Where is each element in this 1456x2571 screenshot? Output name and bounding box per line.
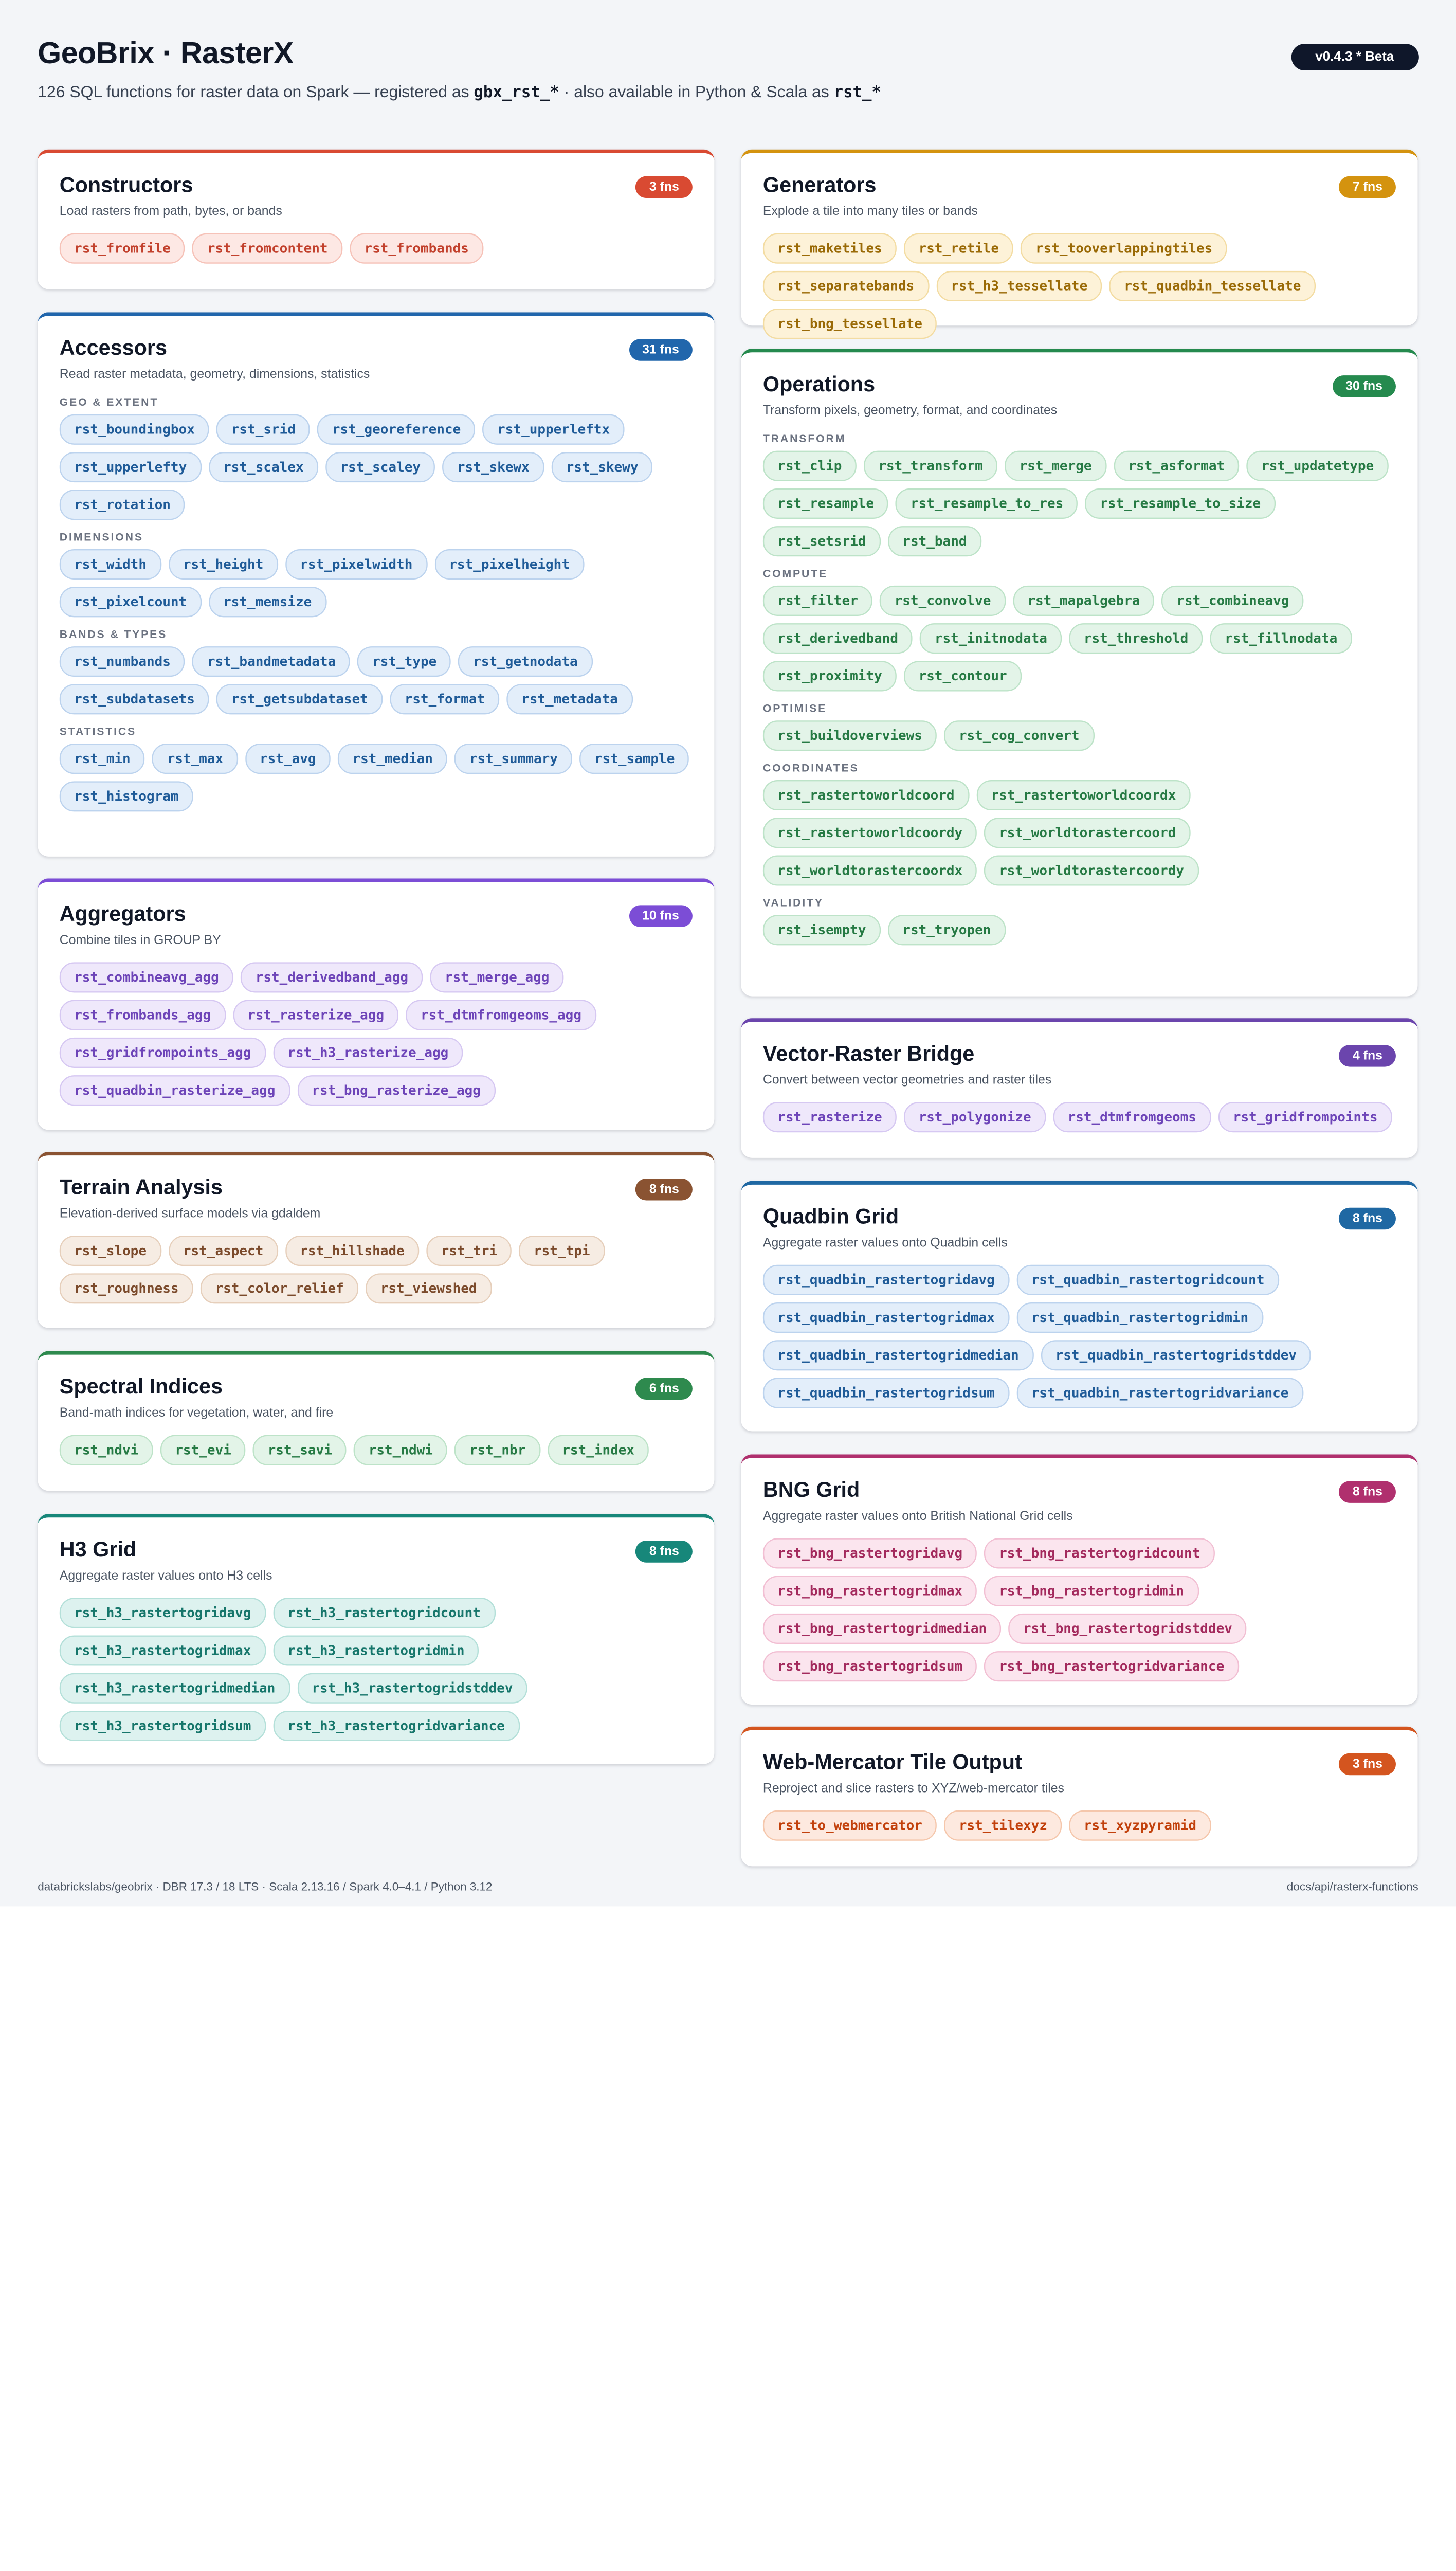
card-description: Aggregate raster values onto British National Grid cells bbox=[762, 1509, 1073, 1524]
function-chip[interactable]: rst_avg bbox=[245, 744, 331, 774]
function-chip[interactable]: rst_cog_convert bbox=[944, 720, 1094, 751]
function-chip[interactable]: rst_height bbox=[169, 549, 278, 580]
card-title: H3 Grid bbox=[59, 1537, 137, 1562]
function-chip[interactable]: rst_resample bbox=[763, 488, 889, 519]
function-chip-list bbox=[763, 233, 1396, 339]
function-chip[interactable]: rst_nbr bbox=[454, 1435, 540, 1465]
function-chip[interactable]: rst_bng_tessellate bbox=[763, 309, 937, 339]
function-chip[interactable]: rst_h3_rastertogridsum bbox=[60, 1711, 266, 1741]
function-chip-list bbox=[763, 1102, 1396, 1132]
function-chip[interactable]: rst_scalex bbox=[209, 452, 318, 482]
function-chip[interactable]: rst_skewy bbox=[551, 452, 653, 482]
section-label: VALIDITY bbox=[762, 896, 824, 909]
card-description: Aggregate raster values onto H3 cells bbox=[59, 1568, 272, 1583]
function-chip[interactable]: rst_fromfile bbox=[60, 233, 186, 264]
function-chip[interactable]: rst_maketiles bbox=[763, 233, 897, 264]
card-description: Band-math indices for vegetation, water, and fire bbox=[59, 1405, 334, 1421]
function-chip[interactable]: rst_gridfrompoints bbox=[1218, 1102, 1392, 1132]
card-terrain bbox=[38, 1152, 714, 1328]
function-chip[interactable]: rst_combineavg_agg bbox=[60, 962, 233, 992]
function-chip[interactable]: rst_roughness bbox=[60, 1273, 193, 1303]
function-chip[interactable]: rst_memsize bbox=[209, 587, 326, 617]
function-count-badge: 4 fns bbox=[1339, 1045, 1396, 1067]
function-chip[interactable]: rst_bng_rastertogridmax bbox=[763, 1576, 977, 1606]
section-label: TRANSFORM bbox=[762, 432, 846, 445]
function-chip-list bbox=[763, 1265, 1396, 1408]
function-chip[interactable]: rst_bng_rastertogridmin bbox=[985, 1576, 1199, 1606]
function-chip-list bbox=[763, 586, 1396, 692]
function-count-badge: 8 fns bbox=[1339, 1481, 1396, 1503]
function-chip[interactable]: rst_polygonize bbox=[904, 1102, 1046, 1132]
function-chip[interactable]: rst_asformat bbox=[1114, 451, 1240, 481]
function-chip[interactable]: rst_pixelcount bbox=[60, 587, 202, 617]
function-chip-list bbox=[763, 451, 1396, 557]
section-label: OPTIMISE bbox=[762, 702, 827, 715]
function-chip[interactable]: rst_index bbox=[548, 1435, 649, 1465]
subtitle-code-gbx: gbx_rst_* bbox=[474, 84, 559, 102]
function-count-badge: 8 fns bbox=[636, 1541, 693, 1563]
card-webmercator bbox=[741, 1727, 1417, 1867]
function-chip[interactable]: rst_h3_rastertogridavg bbox=[60, 1598, 266, 1628]
function-chip[interactable]: rst_sample bbox=[580, 744, 689, 774]
function-chip[interactable]: rst_skewx bbox=[443, 452, 544, 482]
function-chip[interactable]: rst_worldtorastercoordx bbox=[763, 855, 977, 885]
function-count-badge: 30 fns bbox=[1332, 375, 1396, 397]
function-chip[interactable]: rst_resample_to_res bbox=[896, 488, 1078, 519]
function-chip[interactable]: rst_color_relief bbox=[201, 1273, 358, 1303]
function-chip[interactable]: rst_quadbin_tessellate bbox=[1109, 271, 1316, 301]
function-chip[interactable]: rst_width bbox=[60, 549, 161, 580]
function-chip[interactable]: rst_mapalgebra bbox=[1013, 586, 1155, 616]
subtitle-code-rst: rst_* bbox=[833, 84, 882, 102]
card-title: BNG Grid bbox=[762, 1477, 860, 1502]
function-chip[interactable]: rst_numbands bbox=[60, 646, 186, 677]
function-chip[interactable]: rst_gridfrompoints_agg bbox=[60, 1038, 266, 1068]
function-chip[interactable]: rst_srid bbox=[216, 414, 310, 445]
card-aggregators bbox=[38, 878, 714, 1130]
function-chip[interactable]: rst_upperleftx bbox=[483, 414, 625, 445]
function-chip[interactable]: rst_quadbin_rastertogridmedian bbox=[763, 1340, 1033, 1370]
function-chip[interactable]: rst_frombands bbox=[350, 233, 483, 264]
function-chip[interactable]: rst_worldtorastercoordy bbox=[985, 855, 1199, 885]
function-chip-list bbox=[60, 962, 693, 1106]
function-chip[interactable]: rst_rotation bbox=[60, 490, 186, 520]
subtitle-text-mid: · also available in Python & Scala as bbox=[559, 82, 834, 101]
function-chip[interactable]: rst_rastertoworldcoordx bbox=[976, 780, 1191, 810]
function-chip[interactable]: rst_quadbin_rastertogridstddev bbox=[1041, 1340, 1311, 1370]
function-chip-list bbox=[763, 915, 1396, 945]
card-title: Spectral Indices bbox=[59, 1374, 223, 1399]
function-chip[interactable]: rst_combineavg bbox=[1162, 586, 1304, 616]
card-description: Elevation-derived surface models via gdaldem bbox=[59, 1206, 321, 1221]
function-chip[interactable]: rst_h3_rastertogridmedian bbox=[60, 1673, 290, 1704]
card-title: Operations bbox=[762, 372, 876, 396]
card-description: Load rasters from path, bytes, or bands bbox=[59, 204, 282, 219]
function-chip[interactable]: rst_upperlefty bbox=[60, 452, 202, 482]
function-chip[interactable]: rst_format bbox=[390, 684, 499, 714]
function-chip[interactable]: rst_dtmfromgeoms bbox=[1053, 1102, 1211, 1132]
function-chip[interactable]: rst_transform bbox=[864, 451, 997, 481]
card-title: Web-Mercator Tile Output bbox=[762, 1749, 1022, 1774]
card-title: Vector-Raster Bridge bbox=[762, 1041, 975, 1066]
function-chip[interactable]: rst_proximity bbox=[763, 661, 897, 691]
function-chip[interactable]: rst_aspect bbox=[169, 1236, 278, 1266]
function-chip[interactable]: rst_dtmfromgeoms_agg bbox=[406, 1000, 596, 1030]
function-chip[interactable]: rst_h3_rastertogridcount bbox=[273, 1598, 495, 1628]
function-chip[interactable]: rst_tryopen bbox=[888, 915, 1006, 945]
function-count-badge: 6 fns bbox=[636, 1378, 693, 1400]
function-chip[interactable]: rst_worldtorastercoord bbox=[985, 818, 1191, 848]
page-header bbox=[38, 37, 1418, 102]
section-label: STATISTICS bbox=[59, 725, 137, 738]
function-chip[interactable]: rst_georeference bbox=[317, 414, 475, 445]
function-chip[interactable]: rst_setsrid bbox=[763, 526, 881, 556]
function-chip[interactable]: rst_scaley bbox=[325, 452, 435, 482]
function-chip[interactable]: rst_pixelwidth bbox=[285, 549, 427, 580]
card-description: Read raster metadata, geometry, dimensions, statistics bbox=[59, 367, 370, 382]
function-chip[interactable]: rst_merge bbox=[1005, 451, 1106, 481]
function-chip[interactable]: rst_bng_rastertogridsum bbox=[763, 1651, 977, 1681]
card-h3 bbox=[38, 1514, 714, 1764]
card-title: Accessors bbox=[59, 335, 168, 360]
function-chip[interactable]: rst_h3_rastertogridstddev bbox=[297, 1673, 527, 1704]
function-chip[interactable]: rst_clip bbox=[763, 451, 857, 481]
section-label: GEO & EXTENT bbox=[59, 396, 159, 408]
function-chip-list bbox=[763, 1810, 1396, 1841]
function-count-badge: 3 fns bbox=[1339, 1753, 1396, 1776]
version-badge: v0.4.3 * Beta bbox=[1291, 44, 1418, 70]
function-chip-list bbox=[60, 1598, 693, 1741]
function-chip[interactable]: rst_threshold bbox=[1069, 623, 1203, 654]
card-description: Aggregate raster values onto Quadbin cells bbox=[762, 1236, 1008, 1251]
function-chip[interactable]: rst_fromcontent bbox=[192, 233, 342, 264]
function-chip[interactable]: rst_derivedband_agg bbox=[241, 962, 423, 992]
function-chip[interactable]: rst_h3_tessellate bbox=[936, 271, 1102, 301]
function-chip-list bbox=[60, 1435, 693, 1465]
function-chip-list bbox=[60, 1236, 693, 1303]
function-chip[interactable]: rst_metadata bbox=[507, 684, 633, 714]
section-label: DIMENSIONS bbox=[59, 531, 143, 544]
function-chip[interactable]: rst_median bbox=[338, 744, 447, 774]
function-count-badge: 3 fns bbox=[636, 176, 693, 198]
function-chip[interactable]: rst_quadbin_rasterize_agg bbox=[60, 1075, 290, 1106]
function-chip[interactable]: rst_rastertoworldcoord bbox=[763, 780, 969, 810]
function-chip[interactable]: rst_isempty bbox=[763, 915, 881, 945]
section-label: COORDINATES bbox=[762, 762, 859, 774]
function-chip[interactable]: rst_quadbin_rastertogridcount bbox=[1016, 1265, 1279, 1295]
function-chip[interactable]: rst_tpi bbox=[519, 1236, 605, 1266]
function-chip[interactable]: rst_getnodata bbox=[459, 646, 592, 677]
function-chip[interactable]: rst_resample_to_size bbox=[1085, 488, 1276, 519]
function-count-badge: 7 fns bbox=[1339, 176, 1396, 198]
function-chip[interactable]: rst_buildoverviews bbox=[763, 720, 937, 751]
subtitle-text: 126 SQL functions for raster data on Spark — registered as bbox=[38, 82, 474, 101]
function-chip[interactable]: rst_rasterize bbox=[763, 1102, 897, 1132]
function-count-badge: 10 fns bbox=[629, 905, 693, 927]
function-chip-list bbox=[60, 646, 693, 714]
function-chip[interactable]: rst_separatebands bbox=[763, 271, 929, 301]
function-chip[interactable]: rst_bng_rastertogridvariance bbox=[985, 1651, 1239, 1681]
function-chip[interactable]: rst_filter bbox=[763, 586, 872, 616]
function-chip[interactable]: rst_h3_rastertogridmin bbox=[273, 1635, 479, 1665]
function-chip[interactable]: rst_subdatasets bbox=[60, 684, 209, 714]
card-generators bbox=[741, 150, 1417, 332]
function-chip[interactable]: rst_bandmetadata bbox=[192, 646, 350, 677]
card-constructors bbox=[38, 150, 714, 289]
card-bng bbox=[741, 1454, 1417, 1705]
function-chip[interactable]: rst_max bbox=[152, 744, 238, 774]
function-chip-list bbox=[763, 1538, 1396, 1681]
page-title: GeoBrix · RasterX bbox=[38, 36, 294, 71]
function-chip[interactable]: rst_to_webmercator bbox=[763, 1810, 937, 1841]
function-chip[interactable]: rst_h3_rastertogridmax bbox=[60, 1635, 266, 1665]
function-chip[interactable]: rst_bng_rasterize_agg bbox=[297, 1075, 495, 1106]
card-description: Combine tiles in GROUP BY bbox=[59, 933, 221, 948]
function-chip[interactable]: rst_bng_rastertogridavg bbox=[763, 1538, 977, 1568]
function-chip[interactable]: rst_min bbox=[60, 744, 145, 774]
function-chip[interactable]: rst_quadbin_rastertogridmin bbox=[1016, 1302, 1263, 1333]
function-chip[interactable]: rst_rasterize_agg bbox=[233, 1000, 399, 1030]
function-chip[interactable]: rst_convolve bbox=[880, 586, 1006, 616]
card-title: Terrain Analysis bbox=[59, 1174, 223, 1200]
function-chip[interactable]: rst_frombands_agg bbox=[60, 1000, 226, 1030]
function-chip[interactable]: rst_ndvi bbox=[60, 1435, 153, 1465]
function-chip[interactable]: rst_quadbin_rastertogridvariance bbox=[1016, 1378, 1303, 1408]
function-chip[interactable]: rst_rastertoworldcoordy bbox=[763, 818, 977, 848]
function-chip[interactable]: rst_fillnodata bbox=[1210, 623, 1352, 654]
card-description: Explode a tile into many tiles or bands bbox=[762, 204, 978, 219]
card-description: Transform pixels, geometry, format, and coordinates bbox=[762, 403, 1058, 418]
function-chip[interactable]: rst_histogram bbox=[60, 781, 193, 811]
function-chip-list bbox=[763, 720, 1396, 751]
function-chip[interactable]: rst_initnodata bbox=[920, 623, 1062, 654]
footer-left: databrickslabs/geobrix · DBR 17.3 / 18 LTS · Scala 2.13.16 / Spark 4.0–4.1 / Python 3.12 bbox=[38, 1880, 493, 1894]
function-chip[interactable]: rst_quadbin_rastertogridsum bbox=[763, 1378, 1009, 1408]
function-chip-list bbox=[60, 549, 693, 617]
function-chip[interactable]: rst_bng_rastertogridcount bbox=[985, 1538, 1215, 1568]
card-description: Reproject and slice rasters to XYZ/web-mercator tiles bbox=[762, 1781, 1064, 1796]
function-chip[interactable]: rst_tri bbox=[426, 1236, 512, 1266]
function-chip-list bbox=[763, 780, 1396, 886]
function-chip[interactable]: rst_savi bbox=[253, 1435, 347, 1465]
card-title: Aggregators bbox=[59, 901, 186, 926]
card-title: Quadbin Grid bbox=[762, 1204, 899, 1228]
page-subtitle bbox=[38, 83, 1418, 102]
function-chip[interactable]: rst_h3_rastertogridvariance bbox=[273, 1711, 519, 1741]
function-chip[interactable]: rst_band bbox=[888, 526, 981, 556]
card-quadbin bbox=[741, 1181, 1417, 1432]
function-chip-list bbox=[60, 744, 693, 811]
function-count-badge: 31 fns bbox=[629, 339, 693, 361]
section-label: BANDS & TYPES bbox=[59, 628, 168, 641]
function-chip[interactable]: rst_evi bbox=[160, 1435, 246, 1465]
function-chip[interactable]: rst_xyzpyramid bbox=[1069, 1810, 1211, 1841]
function-chip[interactable]: rst_updatetype bbox=[1247, 451, 1389, 481]
function-chip[interactable]: rst_pixelheight bbox=[434, 549, 584, 580]
function-chip[interactable]: rst_hillshade bbox=[285, 1236, 419, 1266]
card-title: Generators bbox=[762, 172, 877, 197]
function-chip[interactable]: rst_merge_agg bbox=[430, 962, 564, 992]
card-operations bbox=[741, 349, 1417, 996]
function-chip[interactable]: rst_boundingbox bbox=[60, 414, 209, 445]
function-chip[interactable]: rst_bng_rastertogridmedian bbox=[763, 1614, 1002, 1644]
card-title: Constructors bbox=[59, 172, 193, 197]
function-chip[interactable]: rst_contour bbox=[904, 661, 1022, 691]
function-chip[interactable]: rst_ndwi bbox=[354, 1435, 447, 1465]
function-chip[interactable]: rst_bng_rastertogridstddev bbox=[1009, 1614, 1247, 1644]
function-chip[interactable]: rst_retile bbox=[904, 233, 1013, 264]
function-chip[interactable]: rst_quadbin_rastertogridmax bbox=[763, 1302, 1009, 1333]
function-chip[interactable]: rst_quadbin_rastertogridavg bbox=[763, 1265, 1009, 1295]
function-chip[interactable]: rst_h3_rasterize_agg bbox=[273, 1038, 463, 1068]
function-chip[interactable]: rst_tooverlappingtiles bbox=[1021, 233, 1227, 264]
card-accessors bbox=[38, 312, 714, 857]
function-chip[interactable]: rst_getsubdataset bbox=[216, 684, 383, 714]
card-bridge bbox=[741, 1018, 1417, 1158]
function-chip[interactable]: rst_type bbox=[358, 646, 451, 677]
section-label: COMPUTE bbox=[762, 567, 828, 580]
card-description: Convert between vector geometries and raster tiles bbox=[762, 1073, 1052, 1088]
card-spectral bbox=[38, 1351, 714, 1491]
function-chip-list bbox=[60, 414, 693, 520]
function-chip-list bbox=[60, 233, 693, 264]
function-count-badge: 8 fns bbox=[636, 1179, 693, 1201]
function-chip[interactable]: rst_viewshed bbox=[366, 1273, 492, 1303]
footer-right[interactable]: docs/api/rasterx-functions bbox=[1286, 1880, 1418, 1894]
function-chip[interactable]: rst_slope bbox=[60, 1236, 161, 1266]
function-chip[interactable]: rst_summary bbox=[454, 744, 572, 774]
function-chip[interactable]: rst_tilexyz bbox=[944, 1810, 1062, 1841]
function-chip[interactable]: rst_derivedband bbox=[763, 623, 913, 654]
function-count-badge: 8 fns bbox=[1339, 1208, 1396, 1230]
